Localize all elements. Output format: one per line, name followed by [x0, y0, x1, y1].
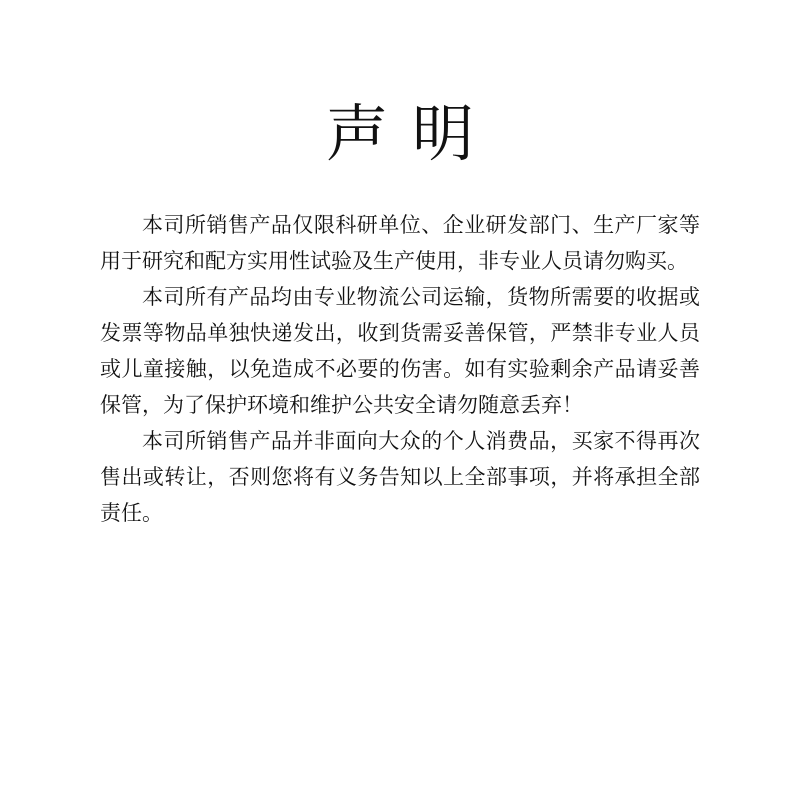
- notice-body: [100, 207, 700, 531]
- paragraph-resale-prohibited: 本司所销售产品并非面向大众的个人消费品，买家不得再次售出或转让，否则您将有义务告知以上全部事项，并将承担全部责任。: [100, 429, 700, 525]
- page-title: 声明: [325, 97, 498, 170]
- paragraph-shipping-and-safety: 本司所有产品均由专业物流公司运输，货物所需要的收据或发票等物品单独快递发出，收到货需妥善保管，严禁非专业人员或儿童接触，以免造成不必要的伤害。如有实验剩余产品请妥善保管，为了保护环境和维护公共安全请勿随意丢弃！: [100, 285, 700, 417]
- paragraph-research-use-only: 本司所销售产品仅限科研单位、企业研发部门、生产厂家等用于研究和配方实用性试验及生产使用，非专业人员请勿购买。: [100, 213, 700, 273]
